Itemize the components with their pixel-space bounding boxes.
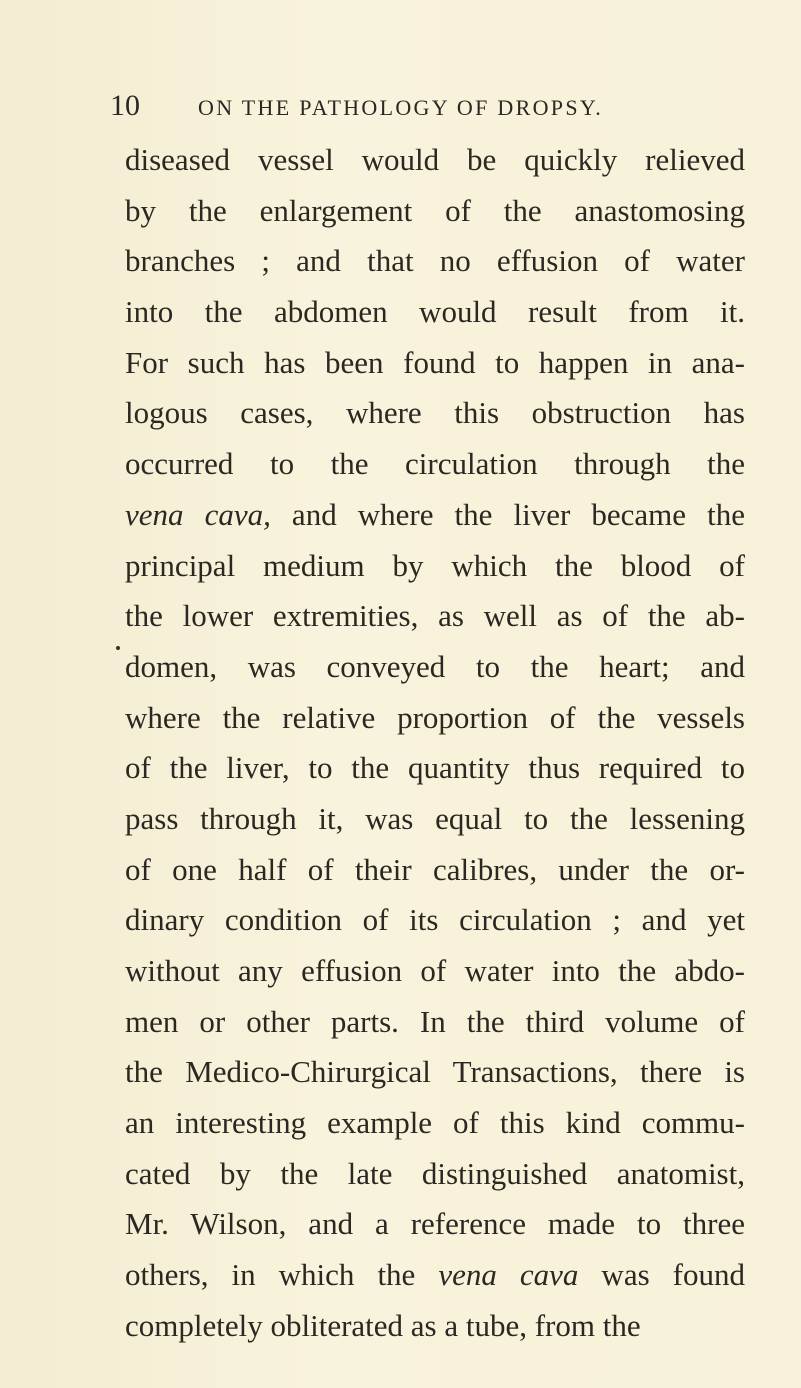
text-line: of the liver, to the quantity thus required to bbox=[125, 750, 745, 786]
body-text bbox=[125, 135, 745, 1352]
text-line: without any effusion of water into the abdo- bbox=[125, 953, 745, 988]
text-line: branches ; and that no effusion of water bbox=[125, 243, 745, 279]
text-line: pass through it, was equal to the lessening bbox=[125, 800, 745, 836]
page-header bbox=[110, 86, 750, 126]
running-title: ON THE PATHOLOGY OF DROPSY. bbox=[198, 95, 604, 120]
text-line: completely obliterated as a tube, from the bbox=[125, 1307, 641, 1343]
italic-term: vena cava bbox=[438, 1257, 579, 1293]
margin-mark bbox=[116, 646, 120, 650]
text-line: For such has been found to happen in ana- bbox=[125, 344, 745, 380]
text-line: by the enlargement of the anastomosing bbox=[125, 192, 745, 228]
text-line: dinary condition of its circulation ; and yet bbox=[125, 902, 745, 938]
text-line: occurred to the circulation through the bbox=[125, 446, 745, 482]
text-line: others, in which the vena cava was found bbox=[125, 1257, 745, 1293]
text-line: an interesting example of this kind commu- bbox=[125, 1105, 745, 1141]
text-line: diseased vessel would be quickly relieved bbox=[125, 142, 745, 177]
text-line: vena cava, and where the liver became the bbox=[125, 496, 745, 532]
page-number: 10 bbox=[110, 89, 140, 122]
text-line: principal medium by which the blood of bbox=[125, 547, 745, 583]
text-line: Mr. Wilson, and a reference made to three bbox=[125, 1206, 745, 1242]
text-line: domen, was conveyed to the heart; and bbox=[125, 648, 745, 684]
text-line: cated by the late distinguished anatomist, bbox=[125, 1155, 745, 1191]
italic-term: vena cava, bbox=[125, 496, 271, 532]
text-line: men or other parts. In the third volume of bbox=[125, 1003, 745, 1039]
text-line: into the abdomen would result from it. bbox=[125, 294, 745, 330]
text-line: of one half of their calibres, under the or- bbox=[125, 851, 745, 887]
text-line: where the relative proportion of the vessels bbox=[125, 699, 745, 735]
text-line: the Medico-Chirurgical Transactions, there is bbox=[125, 1054, 745, 1090]
text-line: the lower extremities, as well as of the ab- bbox=[125, 598, 745, 634]
text-line: logous cases, where this obstruction has bbox=[125, 395, 745, 431]
